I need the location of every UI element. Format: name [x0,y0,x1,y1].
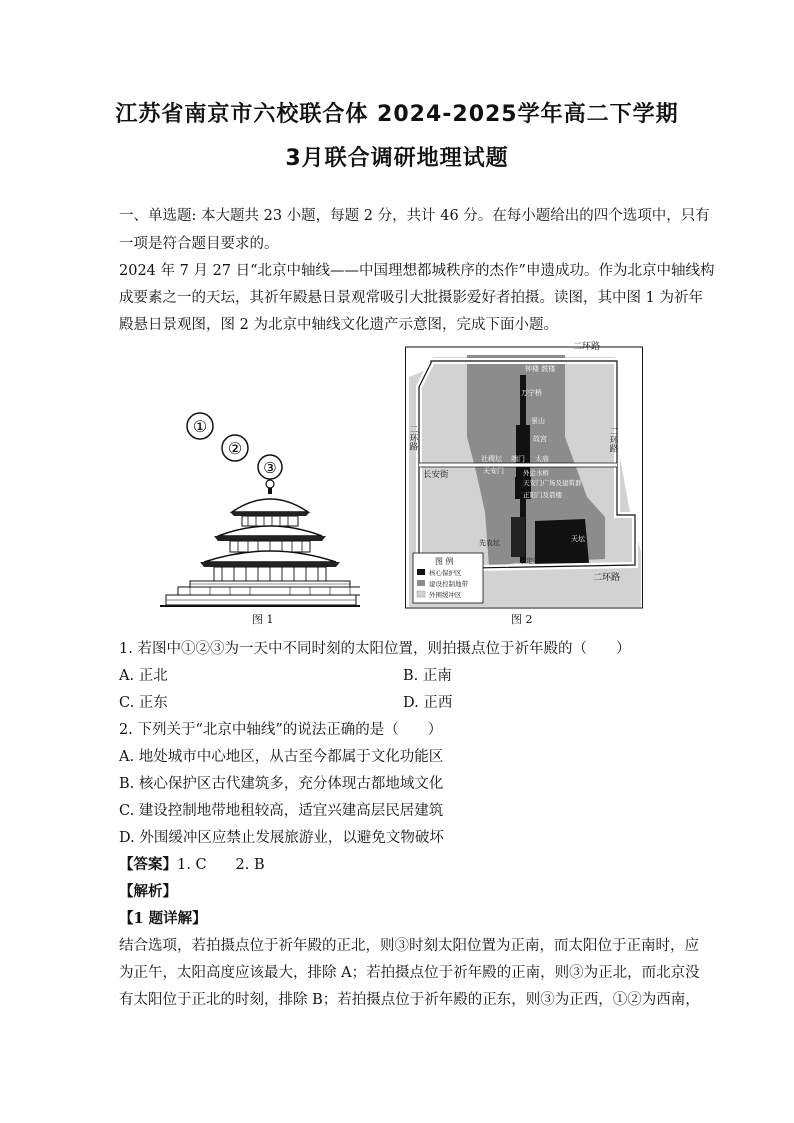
figure-2-caption: 图 2 [511,613,533,626]
question-1-option-a: A. 正北 [119,668,168,684]
question-1-stem: 1. 若图中①②③为一天中不同时刻的太阳位置，则拍摄点位于祈年殿的（ ） [119,641,631,657]
page-subtitle: 3月联合调研地理试题 [285,146,509,171]
intro-line-4: 成要素之一的天坛，其祈年殿悬日景观常吸引大批摄影爱好者拍摄。读图，其中图 1 为祈年 [119,290,703,306]
question-2-option-a: A. 地处城市中心地区，从古至今都属于文化功能区 [119,749,444,765]
question-2-option-c: C. 建设控制地带地租较高，适宜兴建高层民居建筑 [119,803,444,819]
sun-marker-1 [187,413,213,439]
question-2-option-b: B. 核心保护区古代建筑多，充分体现古都地域文化 [119,776,444,792]
svg-text:图 例: 图 例 [435,557,454,566]
svg-text:二环路: 二环路 [573,342,601,352]
svg-text:外围缓冲区: 外围缓冲区 [429,591,462,599]
svg-text:万宁桥: 万宁桥 [521,389,542,397]
svg-text:天安门: 天安门 [483,467,504,475]
sun-marker-3 [258,455,282,479]
svg-text:故宫: 故宫 [533,435,547,443]
svg-text:建设控制地带: 建设控制地带 [429,580,468,588]
svg-text:永定门: 永定门 [519,557,540,565]
figure-2-central-axis-map [405,337,643,609]
svg-text:先农坛: 先农坛 [479,539,500,547]
answer-label: 【答案】 [119,856,177,873]
intro-line-5: 殿悬日景观图，图 2 为北京中轴线文化遗产示意图，完成下面小题。 [119,317,558,333]
svg-text:社稷坛: 社稷坛 [481,455,502,463]
svg-text:天坛: 天坛 [571,535,585,543]
svg-text:①: ① [192,417,208,436]
question-2-option-d: D. 外围缓冲区应禁止发展旅游业，以避免文物破坏 [119,830,444,846]
svg-text:③: ③ [263,459,277,477]
svg-text:端门: 端门 [511,455,525,463]
figure-1-caption: 图 1 [252,613,274,626]
intro-line-2: 一项是符合题目要求的。 [119,236,279,252]
intro-line-3: 2024 年 7 月 27 日“北京中轴线——中国理想都城秩序的杰作”申遗成功。作为北京中轴线构 [119,263,715,279]
intro-line-1: 一、单选题: 本大题共 23 小题，每题 2 分，共计 46 分。在每小题给出的四个选项中，只有 [119,208,710,224]
page-title: 江苏省南京市六校联合体 2024-2025学年高二下学期 [115,102,679,127]
svg-text:二环路: 二环路 [408,425,418,451]
analysis-label: 【解析】 [119,883,177,900]
svg-text:钟楼 鼓楼: 钟楼 鼓楼 [525,365,556,373]
svg-text:核心保护区: 核心保护区 [429,569,462,577]
answer-text: 1. C 2. B [177,857,265,873]
analysis-line-1: 结合选项，若拍摄点位于祈年殿的正北，则③时刻太阳位置为正南，而太阳位于正南时，应 [119,938,699,954]
svg-text:景山: 景山 [531,417,545,425]
svg-text:二环路: 二环路 [608,427,618,453]
figure-1-temple-illustration [160,408,360,610]
analysis-line-3: 有太阳位于正北的时刻，排除 B；若拍摄点位于祈年殿的正东，则③为正西，①②为西南， [119,992,700,1008]
svg-text:正阳门及箭楼: 正阳门及箭楼 [523,491,562,499]
question-1-option-c: C. 正东 [119,695,168,711]
svg-text:外金水桥: 外金水桥 [523,469,549,477]
svg-text:②: ② [227,439,243,458]
svg-text:二环路: 二环路 [593,573,621,583]
analysis-line-2: 为正午，太阳高度应该最大，排除 A；若拍摄点位于祈年殿的正南，则③为正北，而北京没 [119,965,700,981]
question-1-option-d: D. 正西 [403,695,453,711]
map-legend [413,553,483,603]
svg-text:长安街: 长安街 [423,470,449,480]
sun-marker-2 [222,435,248,461]
svg-text:天安门广场及建筑群: 天安门广场及建筑群 [523,479,582,487]
answer-row [119,853,265,874]
question-2-stem: 2. 下列关于“北京中轴线”的说法正确的是（ ） [119,722,443,738]
question-1-option-b: B. 正南 [403,668,452,684]
svg-text:太庙: 太庙 [535,455,549,463]
analysis-sub-label: 【1 题详解】 [119,910,207,927]
